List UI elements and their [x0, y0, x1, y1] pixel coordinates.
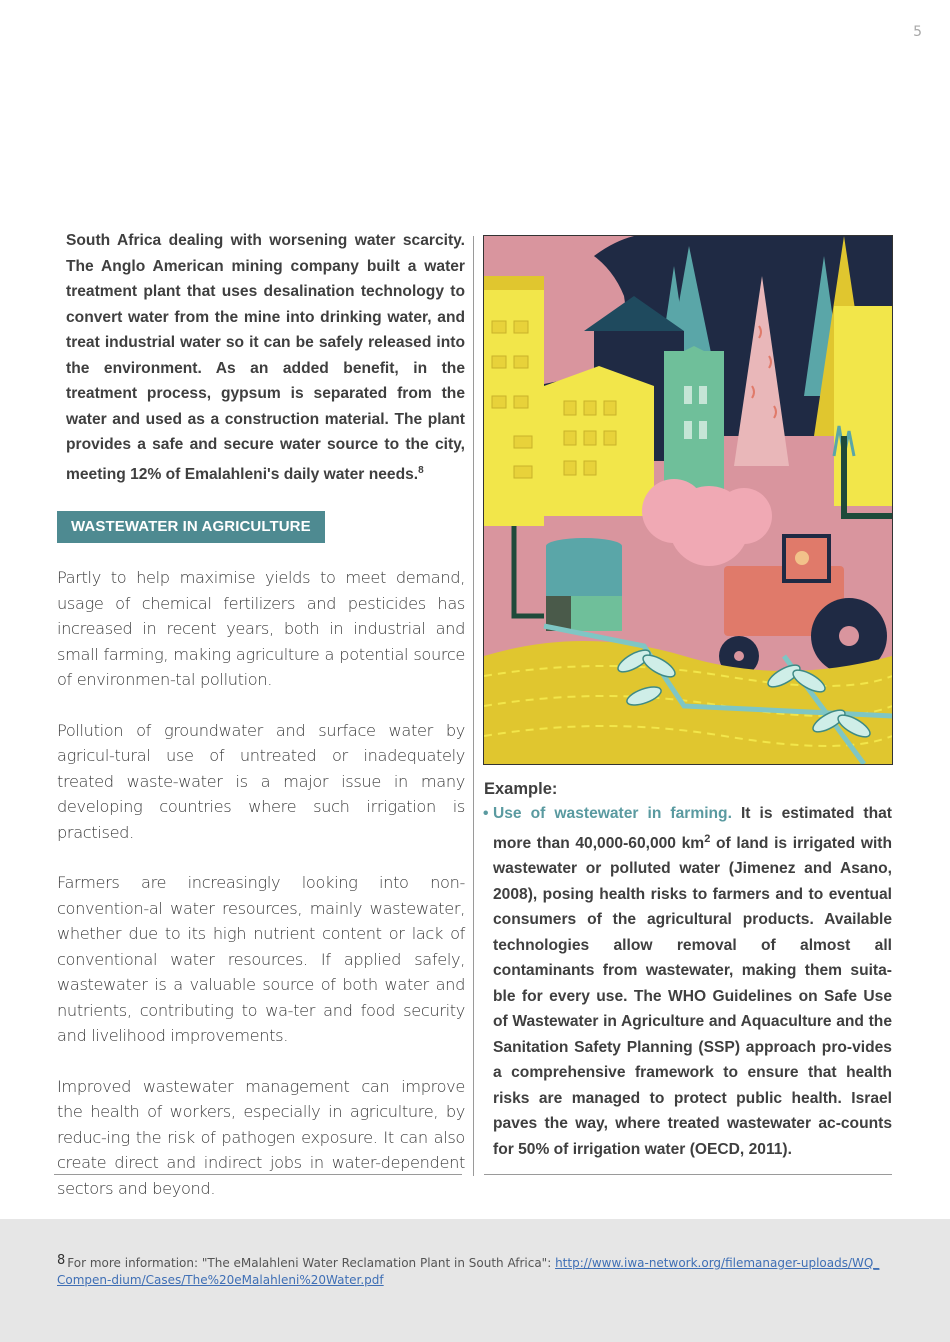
body-paragraph-4: Improved wastewater management can improve the health of workers, especially in agriculture, by reduc-ing the risk of pathogen exposure. It can also create direct and indirect jobs in water-dependent sectors and beyond.	[57, 1076, 465, 1198]
intro-paragraph	[66, 228, 465, 487]
example-paragraph	[484, 801, 892, 1162]
bullet-icon: •	[483, 805, 489, 822]
footnote	[57, 1252, 887, 1289]
example-superscript: 2	[704, 832, 711, 845]
example-text-before: It is estimated that more than 40,000-60,000 km	[493, 805, 892, 852]
footnote-number: 8	[57, 1253, 66, 1268]
footnote-ref[interactable]: 8	[418, 464, 424, 476]
section-heading: WASTEWATER IN AGRICULTURE	[57, 511, 325, 543]
illustration	[483, 235, 893, 765]
left-column	[57, 228, 465, 1201]
right-column	[484, 780, 892, 1162]
intro-text: South Africa dealing with worsening water scarcity. The Anglo American mining company built a water treatment plant that uses desalination technology to convert water from the mine into drinking water, and treat industrial water so it can be safely released into the environment. As an added benefit, in the treatment process, gypsum is separated from the water and used as a construction material. The plant provides a safe and secure water source to the city, meeting 12% of Emalahleni's daily water needs.	[66, 232, 465, 483]
footnote-text: For more information: "The eMalahleni Water Reclamation Plant in South Africa":	[67, 1256, 556, 1270]
column-divider	[473, 236, 474, 1176]
body-paragraph-2: Pollution of groundwater and surface water by agricul-tural use of untreated or inadequately treated waste-water is a major issue in many developing countries where such irrigation is practised.	[57, 720, 465, 842]
page-number: 5	[913, 24, 922, 40]
example-lead: Use of wastewater in farming.	[493, 805, 732, 822]
body-paragraph-3: Farmers are increasingly looking into non-convention-al water resources, mainly wastewater, whether due to its high nutrient content or lack of conventional water resources. If applied safely, wastewater is a valuable source of both water and nutrients, contributing to wa-ter and food security and livelihood improvements.	[57, 873, 465, 1046]
left-rule	[54, 1174, 462, 1175]
footer	[0, 1219, 950, 1342]
right-rule	[484, 1174, 892, 1175]
body-paragraph-1: Partly to help maximise yields to meet demand, usage of chemical fertilizers and pesticides has increased in recent years, both in industrial and small farming, making agriculture a potential source of environmen-tal pollution.	[57, 568, 465, 690]
city-farm-illustration	[484, 236, 892, 764]
example-text-after: of land is irrigated with wastewater or polluted water (Jimenez and Asano, 2008), posing health risks to farmers and to eventual consumers of the agricultural products. Available technologies allow removal of almost all contaminants from wastewater, making them suita-ble for every use. The WHO Guidelines on Safe Use of Wastewater in Agriculture and Aquaculture and the Sanitation Safety Planning (SSP) approach pro-vides a comprehensive framework to ensure that health risks are managed to protect public health. Israel paves the way, where treated wastewater ac-counts for 50% of irrigation water (OECD, 2011).	[493, 834, 893, 1158]
footnote-link[interactable]: http://www.iwa-network.org/filemanager-uploads/WQ_Compen-dium/Cases/The%20eMalahleni%20Water.pdf	[57, 1256, 880, 1287]
example-label: Example:	[484, 780, 558, 798]
